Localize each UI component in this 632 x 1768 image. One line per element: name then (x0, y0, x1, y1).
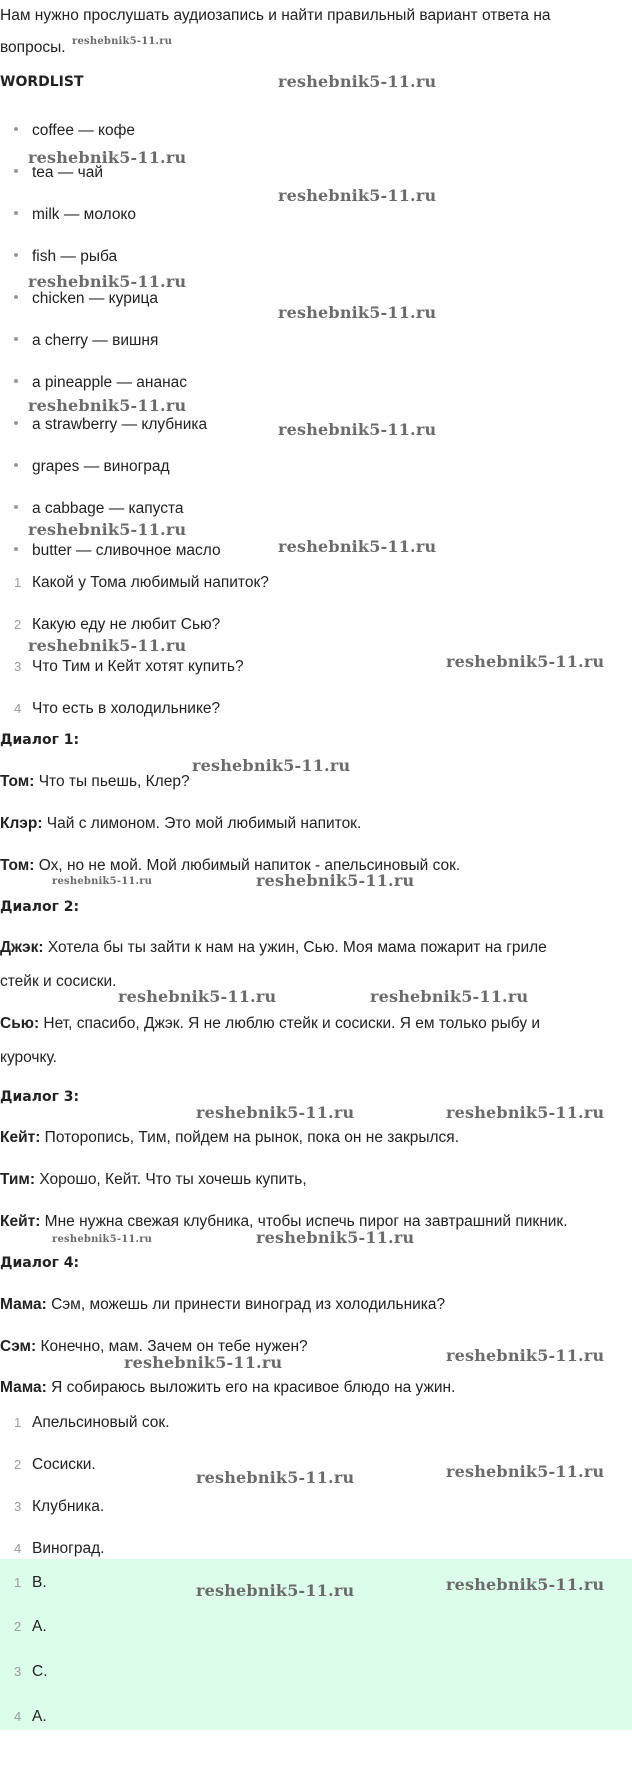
watermark: reshebnik5-11.ru (256, 871, 415, 890)
answer-item: 1 Апельсиновый сок. (14, 1414, 170, 1431)
watermark: reshebnik5-11.ru (370, 987, 529, 1006)
list-item: a cabbage — капуста (14, 499, 184, 519)
dialog-2-title: Диалог 2: (0, 899, 80, 915)
question-item: 2 Какую еду не любит Сью? (14, 616, 221, 633)
watermark: reshebnik5-11.ru (72, 36, 173, 47)
dialog-line: Кейт: Поторопись, Тим, пойдем на рынок, пока он не закрылся. (0, 1129, 460, 1146)
question-item: 3 Что Тим и Кейт хотят купить? (14, 658, 244, 675)
watermark: reshebnik5-11.ru (28, 148, 187, 167)
watermark: reshebnik5-11.ru (28, 520, 187, 539)
answers-highlight-box (0, 1559, 632, 1730)
answer-letter-item: 4 A. (14, 1708, 47, 1725)
answer-letter-item: 3 C. (14, 1663, 48, 1680)
list-item: fish — рыба (14, 247, 117, 267)
answer-letter-item: 1 B. (14, 1574, 47, 1591)
watermark: reshebnik5-11.ru (256, 1228, 415, 1247)
dialog-line: Том: Что ты пьешь, Клер? (0, 773, 190, 790)
dialog-line: Мама: Я собираюсь выложить его на красивое блюдо на ужин. (0, 1379, 456, 1396)
dialog-line: Сэм: Конечно, мам. Зачем он тебе нужен? (0, 1338, 308, 1355)
list-item: milk — молоко (14, 205, 136, 225)
dialog-line: Мама: Сэм, можешь ли принести виноград из холодильника? (0, 1296, 446, 1313)
list-item: coffee — кофе (14, 121, 135, 141)
watermark: reshebnik5-11.ru (278, 303, 437, 322)
answer-letter-item: 2 A. (14, 1618, 47, 1635)
answer-item: 4 Виноград. (14, 1540, 105, 1557)
watermark: reshebnik5-11.ru (446, 652, 605, 671)
watermark: reshebnik5-11.ru (278, 72, 437, 91)
dialog-line: Сью: Нет, спасибо, Джэк. Я не люблю стейк и сосиски. Я ем только рыбу и (0, 1015, 541, 1032)
watermark: reshebnik5-11.ru (278, 420, 437, 439)
watermark: reshebnik5-11.ru (118, 987, 277, 1006)
answer-item: 2 Сосиски. (14, 1456, 96, 1473)
watermark: reshebnik5-11.ru (28, 272, 187, 291)
dialog-3-title: Диалог 3: (0, 1089, 80, 1105)
watermark: reshebnik5-11.ru (446, 1346, 605, 1365)
watermark: reshebnik5-11.ru (446, 1462, 605, 1481)
watermark: reshebnik5-11.ru (278, 537, 437, 556)
watermark: reshebnik5-11.ru (28, 636, 187, 655)
dialog-line-cont: курочку. (0, 1049, 57, 1066)
watermark: reshebnik5-11.ru (52, 1234, 153, 1245)
watermark: reshebnik5-11.ru (196, 1103, 355, 1122)
list-item: chicken — курица (14, 289, 158, 309)
list-item: butter — сливочное масло (14, 541, 221, 561)
question-item: 4 Что есть в холодильнике? (14, 700, 221, 717)
list-item: grapes — виноград (14, 457, 170, 477)
dialog-line: Клэр: Чай с лимоном. Это мой любимый напиток. (0, 815, 362, 832)
wordlist-title: WORDLIST (0, 74, 84, 90)
watermark: reshebnik5-11.ru (28, 396, 187, 415)
intro-line-1: Нам нужно прослушать аудиозапись и найти правильный вариант ответа на (0, 7, 551, 24)
intro-line-2: вопросы. (0, 39, 66, 56)
watermark: reshebnik5-11.ru (196, 1581, 355, 1600)
dialog-line: Кейт: Мне нужна свежая клубника, чтобы испечь пирог на завтрашний пикник. (0, 1213, 568, 1230)
watermark: reshebnik5-11.ru (196, 1468, 355, 1487)
watermark: reshebnik5-11.ru (278, 186, 437, 205)
dialog-4-title: Диалог 4: (0, 1255, 80, 1271)
dialog-1-title: Диалог 1: (0, 732, 80, 748)
dialog-line: Джэк: Хотела бы ты зайти к нам на ужин, Сью. Моя мама пожарит на гриле (0, 939, 547, 956)
answer-item: 3 Клубника. (14, 1498, 105, 1515)
list-item: a cherry — вишня (14, 331, 158, 351)
dialog-line: Тим: Хорошо, Кейт. Что ты хочешь купить, (0, 1171, 307, 1188)
list-item: tea — чай (14, 163, 103, 183)
list-item: a strawberry — клубника (14, 415, 207, 435)
watermark: reshebnik5-11.ru (52, 876, 153, 887)
watermark: reshebnik5-11.ru (446, 1575, 605, 1594)
dialog-line-cont: стейк и сосиски. (0, 973, 117, 990)
watermark: reshebnik5-11.ru (124, 1353, 283, 1372)
watermark: reshebnik5-11.ru (192, 756, 351, 775)
dialog-line: Том: Ох, но не мой. Мой любимый напиток - апельсиновый сок. (0, 857, 461, 874)
question-item: 1 Какой у Тома любимый напиток? (14, 574, 269, 591)
watermark: reshebnik5-11.ru (446, 1103, 605, 1122)
list-item: a pineapple — ананас (14, 373, 187, 393)
